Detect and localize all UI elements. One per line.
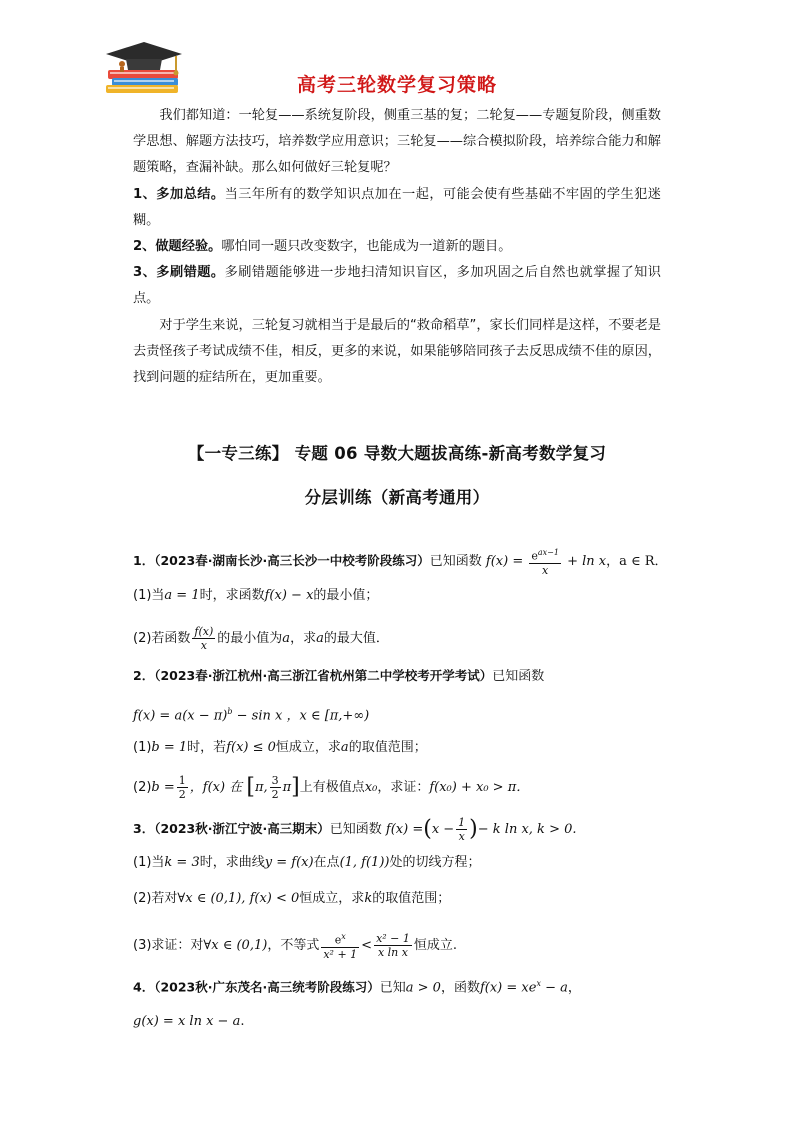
q3-part3 — [133, 930, 673, 961]
q4-mid: ，函数 — [440, 980, 480, 996]
q2-p1-a: (1) — [133, 740, 152, 755]
q2-p1-d: 的取值范围； — [348, 740, 427, 755]
q3-p3-right-frac — [374, 932, 412, 959]
q3-p1-c: 在点 — [313, 855, 340, 870]
q2-stem-text: 已知函数 — [492, 669, 545, 684]
q1-p2-var: a — [282, 631, 291, 646]
q3-inner-den: x — [458, 830, 465, 843]
q4-g-formula: g(x) = x ln x − a — [133, 1014, 241, 1029]
q2-int-den: 2 — [271, 788, 279, 801]
q3-p3-r-num: x² − 1 — [376, 931, 410, 945]
q2-formula — [133, 703, 673, 725]
q4-f2: − a — [540, 980, 568, 996]
q4-cond: a > 0 — [405, 980, 441, 996]
q3-p3-l-num: e — [334, 933, 342, 947]
q1-cond: ，a ∈ R． — [606, 553, 668, 569]
q1-source: （2023春·湖南长沙·高三长沙一中校考阶段练习） — [154, 552, 430, 568]
doc-title-line2: 分层训练（新高考通用） — [304, 488, 490, 507]
q3-f: f(x) = — [385, 822, 424, 837]
q3-p1-cond: k = 3 — [164, 855, 200, 870]
tip-3 — [133, 260, 661, 312]
q1-stem — [133, 546, 673, 577]
q2-p2-fx: ，f(x) 在 — [189, 780, 243, 795]
q3-inner-num: 1 — [458, 816, 466, 829]
intro-section — [133, 103, 661, 391]
q4-exp: x — [536, 979, 541, 988]
q3-p2-a: (2)若对 — [133, 891, 178, 906]
q3-p1-d: 处的切线方程； — [389, 855, 481, 870]
q3-lparen: ( — [423, 816, 432, 842]
q3-num: 3． — [133, 821, 155, 836]
tip-3-body: 多刷错题能够进一步地扫清知识盲区，多加巩固之后自然也就掌握了知识点。 — [133, 265, 661, 307]
q2-domain: x ∈ [π,+∞) — [299, 708, 370, 724]
q3-stem-text: 已知函数 — [329, 822, 382, 837]
q3-p3-b: ，不等式 — [267, 937, 320, 953]
q4-stem-text: 已知 — [379, 980, 406, 996]
intro-paragraph: 我们都知道：一轮复——系统复阶段，侧重三基的复；二轮复——专题复阶段，侧重数学思想、解题方法技巧，培养数学应用意识；三轮复——综合模拟阶段，培养综合能力和解题策略，查漏补缺。那么如何做好三轮复呢？ — [133, 108, 661, 176]
q3-stem — [133, 816, 673, 843]
q3-part2 — [133, 890, 673, 908]
q2-p1-c: 恒成立，求 — [275, 740, 341, 755]
q3-p3-left-frac — [321, 930, 359, 961]
q4-stem — [133, 975, 673, 997]
q2-int-frac — [270, 774, 281, 801]
tip-2-head: 2、做题经验。 — [133, 239, 222, 255]
q2-p1-expr: f(x) ≤ 0 — [226, 740, 276, 755]
q3-p3-l-exp: x — [341, 932, 346, 941]
tip-3-head: 3、多刷错题。 — [133, 265, 225, 281]
q2-p2-den: 2 — [178, 788, 186, 801]
q3-part1 — [133, 854, 673, 872]
q2-p1-cond: b = 1 — [151, 740, 188, 755]
q4-f: f(x) = xe — [479, 980, 537, 996]
q1-p2-a: (2)若函数 — [133, 631, 191, 646]
q2-p2-d: ，求证： — [377, 780, 430, 795]
q4-source: （2023秋·广东茂名·高三统考阶段练习） — [154, 979, 380, 995]
q2-source: （2023春·浙江杭州·高三浙江省杭州第二中学校考开学考试） — [154, 668, 493, 683]
q1-part1 — [133, 587, 673, 605]
tip-2-body: 哪怕同一题只改变数字，也能成为一道新的题目。 — [221, 239, 512, 255]
q2-p2-beq: b = — [151, 780, 175, 795]
q3-p2-b: 恒成立，求 — [299, 891, 365, 906]
q3-p2-var: k — [364, 891, 373, 906]
q1-num: 1． — [133, 552, 155, 568]
parent-paragraph: 对于学生来说，三轮复习就相当于是最后的“救命稻草”，家长们同样是这样，不要老是去责怪孩子考试成绩不佳，相反，更多的来说，如果能够陪同孩子去反思成绩不佳的原因，找到问题的症结所在，更加重要。 — [133, 317, 661, 386]
q1-p2-b: 的最小值为 — [217, 631, 283, 646]
q3-inner-frac — [456, 816, 467, 843]
q1-p1-b: 时，求函数 — [199, 588, 265, 603]
q2-p2-num: 1 — [178, 774, 186, 787]
q2-int-l: π, — [254, 780, 268, 795]
q1-exp: ax−1 — [537, 548, 559, 557]
q2-part2 — [133, 774, 673, 801]
q1-p2-var2: a — [316, 631, 324, 646]
q3-rest: − k ln x, k > 0. — [477, 822, 577, 837]
q2-p2-expr: f(x₀) + x₀ > π． — [429, 780, 530, 795]
q1-p2-num: f(x) — [194, 625, 214, 638]
tip-1 — [133, 182, 661, 234]
q3-p1-a: (1)当 — [133, 855, 165, 870]
q2-int-r: π — [282, 780, 292, 795]
q1-p1-a: (1)当 — [133, 588, 165, 603]
q2-p2-c: 上有极值点 — [299, 780, 365, 795]
q4-g-end: . — [240, 1014, 245, 1029]
q1-p1-expr: f(x) − x — [264, 588, 314, 603]
q3-p1-b: 时，求曲线 — [199, 855, 265, 870]
q3-p3-a: (3)求证：对 — [133, 937, 204, 953]
q3-p3-lt: < — [361, 937, 373, 953]
q3-inner-a: x − — [431, 822, 455, 837]
q3-p3-cond: ∀x ∈ (0,1) — [203, 937, 268, 953]
q2-int-num: 3 — [271, 774, 279, 787]
q1-p2-den: x — [200, 639, 207, 652]
banner-title: 高考三轮数学复习策略 — [296, 74, 497, 96]
q3-rparen: ) — [469, 816, 478, 842]
q2-exp: b — [227, 707, 233, 716]
q3-p3-r-den: x ln x — [377, 945, 408, 959]
q1-p2-fraction — [192, 625, 215, 652]
q2-p2-x0: x₀ — [364, 780, 378, 795]
q2-part1 — [133, 739, 673, 757]
q3-p2-c: 的取值范围； — [372, 891, 451, 906]
tip-2 — [133, 234, 661, 260]
q4-g — [133, 1013, 673, 1031]
tip-1-head: 1、多加总结。 — [133, 186, 225, 202]
q1-p1-cond: a = 1 — [164, 588, 200, 603]
q1-p2-d: 的最大值． — [323, 631, 389, 646]
q2-p1-var: a — [340, 740, 349, 755]
q1-rest: + ln x — [567, 553, 607, 569]
q2-p2-a: (2) — [133, 780, 152, 795]
q1-p2-c: ，求 — [290, 631, 317, 646]
q2-formula-main: f(x) = a(x − π) — [133, 708, 228, 724]
q1-part2 — [133, 625, 673, 652]
q1-stem-text: 已知函数 — [429, 553, 482, 569]
q1-p1-c: 的最小值； — [313, 588, 379, 603]
q3-source: （2023秋·浙江宁波·高三期末） — [154, 821, 330, 836]
doc-title-line1: 【一专三练】 专题 06 导数大题拔高练-新高考数学复习 — [187, 444, 607, 463]
q1-frac-num: e — [531, 549, 538, 563]
q3-p3-c: 恒成立. — [413, 937, 458, 953]
q2-p1-b: 时，若 — [187, 740, 227, 755]
q2-right-bracket: ] — [291, 774, 300, 800]
q2-formula-rest: − sin x ， — [232, 708, 300, 724]
q4-end: ， — [567, 980, 581, 996]
q2-stem — [133, 667, 673, 686]
q2-left-bracket: [ — [246, 774, 255, 800]
q3-p1-expr: y = f(x) — [264, 855, 314, 870]
q1-frac-den: x — [542, 563, 549, 577]
q4-num: 4． — [133, 979, 155, 995]
q2-p2-half — [177, 774, 188, 801]
q1-fraction — [529, 546, 561, 577]
tip-1-body: 当三年所有的数学知识点加在一起，可能会使有些基础不牢固的学生犯迷糊。 — [133, 186, 661, 228]
q3-p2-cond: ∀x ∈ (0,1), f(x) < 0 — [177, 891, 300, 906]
q3-p3-l-den: x² + 1 — [323, 947, 358, 961]
q1-f: f(x) = — [485, 553, 524, 569]
q2-num: 2． — [133, 668, 155, 683]
q3-p1-pt: (1, f(1)) — [339, 855, 390, 870]
